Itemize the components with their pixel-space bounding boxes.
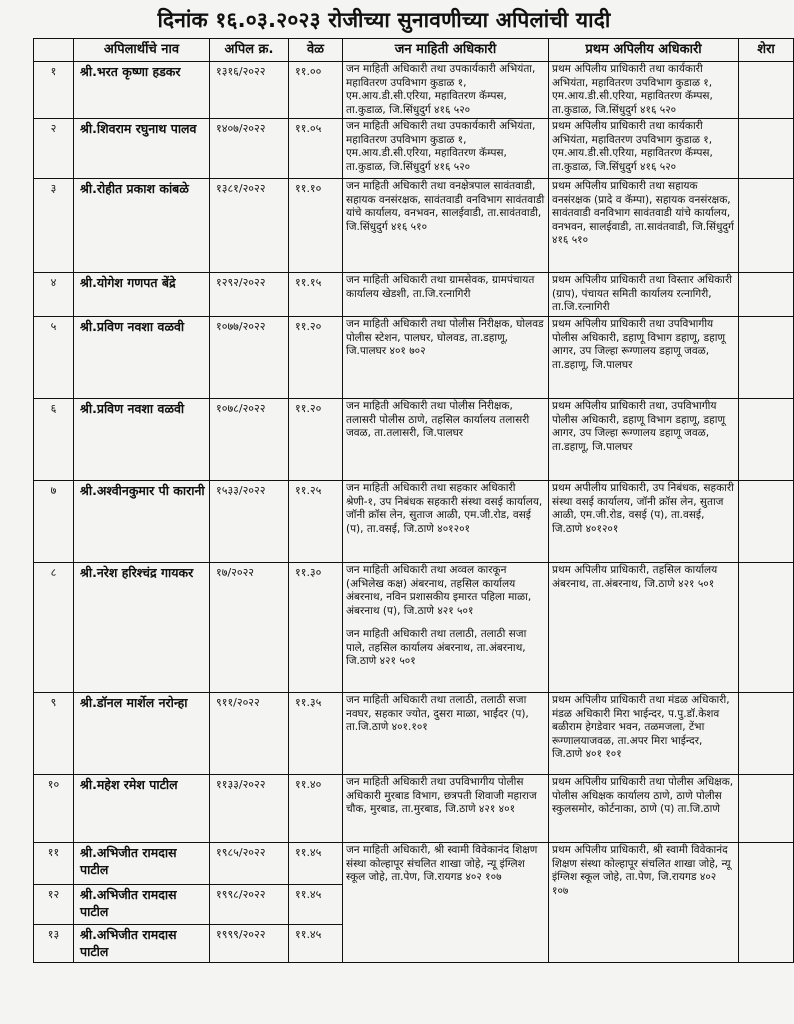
row-pio-primary: जन माहिती अधिकारी तथा अव्वल कारकून (अभिलेख कक्ष) अंबरनाथ, तहसिल कार्यालय अंबरनाथ, नविन प्रशासकीय इमारत पहिला माळा, अंबरनाथ (प), जि.ठाणे ४२१ ५०१ bbox=[346, 564, 532, 617]
row-remark bbox=[739, 317, 794, 399]
row-sr: ६ bbox=[34, 399, 74, 481]
row-appeal-no: १०७८/२०२२ bbox=[210, 399, 289, 481]
row-time: ११.२५ bbox=[289, 481, 343, 563]
table-row bbox=[34, 775, 794, 843]
table-row bbox=[34, 399, 794, 481]
row-pio: जन माहिती अधिकारी तथा उपकार्यकारी अभियंता, महावितरण उपविभाग कुडाळ १, एम.आय.डी.सी.एरिया, महावितरण कॅम्पस, ता.कुडाळ, जि.सिंधुदुर्ग ४१६ ५२० bbox=[343, 62, 549, 119]
row-name: श्री.अभिजीत रामदास पाटील bbox=[74, 843, 210, 885]
table-row bbox=[34, 693, 794, 775]
row-faa: प्रथम अपिलीय प्राधिकारी तथा कार्यकारी अभियंता, महावितरण उपविभाग कुडाळ १, एम.आय.डी.सी.एरिया, महावितरण कॅम्पस, ता.कुडाळ, जि.सिंधुदुर्ग ४१६ ५२० bbox=[549, 119, 739, 179]
row-sr: ७ bbox=[34, 481, 74, 563]
row-appeal-no: १९९८/२०२२ bbox=[210, 885, 289, 925]
row-remark bbox=[739, 481, 794, 563]
row-sr: १३ bbox=[34, 925, 74, 963]
row-sr: २ bbox=[34, 119, 74, 179]
row-pio-secondary: जन माहिती अधिकारी तथा तलाठी, तलाठी सजा पाले, तहसिल कार्यालय अंबरनाथ, ता.अंबरनाथ, जि.ठाणे ४२१ ५०१ bbox=[346, 628, 527, 667]
row-sr: ५ bbox=[34, 317, 74, 399]
row-pio: जन माहिती अधिकारी तथा तलाठी, तलाठी सजा नवघर, सहकार ज्योत, दुसरा माळा, भाईंदर (प), ता.जि.ठाणे ४०१.१०१ bbox=[343, 693, 549, 775]
row-pio: जन माहिती अधिकारी तथा पोलीस निरीक्षक, तलासरी पोलीस ठाणे, तहसिल कार्यालय तलासरी जवळ, ता.तलासरी, जि.पालघर bbox=[343, 399, 549, 481]
row-time: ११.४० bbox=[289, 775, 343, 843]
row-appeal-no: १२९२/२०२२ bbox=[210, 273, 289, 317]
row-remark bbox=[739, 693, 794, 775]
row-faa: प्रथम अपिलीय प्राधिकारी, श्री स्वामी विवेकानंद शिक्षण संस्था कोल्हापूर संचलित शाखा जोहे, न्यू इंग्लिश स्कूल जोहे, ता.पेण, जि.रायगड ४०२ १०७ bbox=[549, 843, 739, 963]
row-time: ११.१० bbox=[289, 179, 343, 273]
row-faa: प्रथम अपिलीय प्राधिकारी तथा, उपविभागीय पोलीस अधिकारी, डहाणू विभाग डहाणू, डहाणू आगर, उप जिल्हा रूग्णालय डहाणू जवळ, ता.डहाणू, जि.पालघर bbox=[549, 399, 739, 481]
row-appeal-no: १७/२०२२ bbox=[210, 563, 289, 693]
row-sr: १ bbox=[34, 62, 74, 119]
row-appeal-no: १३८१/२०२२ bbox=[210, 179, 289, 273]
row-name: श्री.अभिजीत रामदास पाटील bbox=[74, 925, 210, 963]
row-faa: प्रथम अपीलीय प्राधिकारी, उप निबंधक, सहकारी संस्था वसई कार्यालय, जॉनी क्रॉस लेन, सुताज आळी, एम.जी.रोड, वसई (प), ता.वसई, जि.ठाणे ४०१२०१ bbox=[549, 481, 739, 563]
row-faa: प्रथम अपिलीय प्राधिकारी तथा मंडळ अधिकारी, मंडळ अधिकारी मिरा भाईन्दर, प.पु.डॉ.केशव बळीराम हेगडेवार भवन, तळमजला, टेंभा रूग्णालयाजवळ, ता.अपर मिरा भाईन्दर, जि.ठाणे ४०१ १०१ bbox=[549, 693, 739, 775]
row-appeal-no: १३१६/२०२२ bbox=[210, 62, 289, 119]
row-time: ११.०० bbox=[289, 62, 343, 119]
row-faa: प्रथम अपिलीय प्राधिकारी तथा पोलीस अधिक्षक, पोलीस अधिक्षक कार्यालय ठाणे, ठाणे पोलीस स्कुलसमोर, कोर्टनाका, ठाणे (प) ता.जि.ठाणे bbox=[549, 775, 739, 843]
header-remark: शेरा bbox=[739, 39, 794, 62]
row-time: ११.३५ bbox=[289, 693, 343, 775]
row-pio: जन माहिती अधिकारी तथा उपविभागीय पोलीस अधिकारी मुरबाड विभाग, छत्रपती शिवाजी महाराज चौक, मुरबाड, ता.मुरबाड, जि.ठाणे ४२१ ४०१ bbox=[343, 775, 549, 843]
row-pio: जन माहिती अधिकारी, श्री स्वामी विवेकानंद शिक्षण संस्था कोल्हापूर संचलित शाखा जोहे, न्यू इंग्लिश स्कूल जोहे, ता.पेण, जि.रायगड ४०२ १०७ bbox=[343, 843, 549, 963]
row-pio: जन माहिती अधिकारी तथा सहकार अधिकारी श्रेणी-१, उप निबंधक सहकारी संस्था वसई कार्यालय, जॉनी क्रॉस लेन, सुताज आळी, एम.जी.रोड, वसई (प), ता.वसई, जि.ठाणे ४०१२०१ bbox=[343, 481, 549, 563]
table-row bbox=[34, 62, 794, 119]
row-appeal-no: १०७७/२०२२ bbox=[210, 317, 289, 399]
row-sr: १२ bbox=[34, 885, 74, 925]
row-pio bbox=[343, 563, 549, 693]
row-pio: जन माहिती अधिकारी तथा पोलीस निरीक्षक, घोलवड पोलीस स्टेशन, पालघर, घोलवड, ता.डहाणू, जि.पालघर ४०१ ७०२ bbox=[343, 317, 549, 399]
row-name: श्री.डॉनल मार्शेल नरोन्हा bbox=[74, 693, 210, 775]
row-faa: प्रथम अपिलीय प्राधिकारी तथा सहायक वनसंरक्षक (प्रादे व कॅम्पा), सहायक वनसंरक्षक, सावंतवाडी वनविभाग सावंतवाडी यांचे कार्यालय, वनभवन, सालईवाडी, ता.सावंतवाडी, जि.सिंधुदुर्ग ४१६ ५१० bbox=[549, 179, 739, 273]
row-time: ११.४५ bbox=[289, 885, 343, 925]
table-row bbox=[34, 317, 794, 399]
table-header-row bbox=[34, 39, 794, 62]
header-faa: प्रथम अपिलीय अधिकारी bbox=[549, 39, 739, 62]
row-pio: जन माहिती अधिकारी तथा उपकार्यकारी अभियंता, महावितरण उपविभाग कुडाळ १, एम.आय.डी.सी.एरिया, महावितरण कॅम्पस, ता.कुडाळ, जि.सिंधुदुर्ग ४१६ ५२० bbox=[343, 119, 549, 179]
row-remark bbox=[739, 179, 794, 273]
row-time: ११.२० bbox=[289, 317, 343, 399]
appeals-table bbox=[33, 38, 794, 963]
row-faa: प्रथम अपिलीय प्राधिकारी तथा कार्यकारी अभियंता, महावितरण उपविभाग कुडाळ १, एम.आय.डी.सी.एरिया, महावितरण कॅम्पस, ता.कुडाळ, जि.सिंधुदुर्ग ४१६ ५२० bbox=[549, 62, 739, 119]
row-appeal-no: १४०७/२०२२ bbox=[210, 119, 289, 179]
row-name: श्री.भरत कृष्णा हडकर bbox=[74, 62, 210, 119]
header-sr bbox=[34, 39, 74, 62]
row-remark bbox=[739, 563, 794, 693]
row-name: श्री.नरेश हरिश्चंद्र गायकर bbox=[74, 563, 210, 693]
row-appeal-no: ९११/२०२२ bbox=[210, 693, 289, 775]
row-faa: प्रथम अपिलीय प्राधिकारी, तहसिल कार्यालय अंबरनाथ, ता.अंबरनाथ, जि.ठाणे ४२१ ५०१ bbox=[549, 563, 739, 693]
row-remark bbox=[739, 843, 794, 963]
row-pio: जन माहिती अधिकारी तथा वनक्षेत्रपाल सावंतवाडी, सहायक वनसंरक्षक, सावंतवाडी वनविभाग सावंतवाडी यांचे कार्यालय, वनभवन, सालईवाडी, ता.सावंतवाडी, जि.सिंधुदुर्ग ४१६ ५१० bbox=[343, 179, 549, 273]
row-name: श्री.योगेश गणपत बेंद्रे bbox=[74, 273, 210, 317]
row-sr: ११ bbox=[34, 843, 74, 885]
row-time: ११.४५ bbox=[289, 925, 343, 963]
row-sr: ८ bbox=[34, 563, 74, 693]
row-time: ११.३० bbox=[289, 563, 343, 693]
header-appeal-no: अपिल क्र. bbox=[210, 39, 289, 62]
table-row bbox=[34, 843, 794, 885]
row-time: ११.१५ bbox=[289, 273, 343, 317]
row-sr: ९ bbox=[34, 693, 74, 775]
row-time: ११.०५ bbox=[289, 119, 343, 179]
row-remark bbox=[739, 399, 794, 481]
row-appeal-no: १९९९/२०२२ bbox=[210, 925, 289, 963]
row-name: श्री.रोहीत प्रकाश कांबळे bbox=[74, 179, 210, 273]
row-appeal-no: १५३३/२०२२ bbox=[210, 481, 289, 563]
table-row bbox=[34, 179, 794, 273]
row-appeal-no: १९८५/२०२२ bbox=[210, 843, 289, 885]
header-pio: जन माहिती अधिकारी bbox=[343, 39, 549, 62]
row-remark bbox=[739, 62, 794, 119]
row-appeal-no: ११३३/२०२२ bbox=[210, 775, 289, 843]
row-name: श्री.महेश रमेश पाटील bbox=[74, 775, 210, 843]
row-faa: प्रथम अपिलीय प्राधिकारी तथा विस्तार अधिकारी (ग्राप), पंचायत समिती कार्यालय रत्नागिरी, ता.जि.रत्नागिरी bbox=[549, 273, 739, 317]
row-remark bbox=[739, 119, 794, 179]
row-sr: ४ bbox=[34, 273, 74, 317]
table-row bbox=[34, 119, 794, 179]
row-pio: जन माहिती अधिकारी तथा ग्रामसेवक, ग्रामपंचायत कार्यालय खेडशी, ता.जि.रत्नागिरी bbox=[343, 273, 549, 317]
row-name: श्री.प्रविण नवशा वळवी bbox=[74, 399, 210, 481]
row-name: श्री.अश्वीनकुमार पी कारानी bbox=[74, 481, 210, 563]
row-remark bbox=[739, 775, 794, 843]
row-name: श्री.अभिजीत रामदास पाटील bbox=[74, 885, 210, 925]
header-time: वेळ bbox=[289, 39, 343, 62]
page-title: दिनांक १६.०३.२०२३ रोजीच्या सुनावणीच्या अपिलांची यादी bbox=[157, 8, 611, 32]
row-sr: ३ bbox=[34, 179, 74, 273]
row-name: श्री.प्रविण नवशा वळवी bbox=[74, 317, 210, 399]
table-row bbox=[34, 273, 794, 317]
row-time: ११.४५ bbox=[289, 843, 343, 885]
row-time: ११.२० bbox=[289, 399, 343, 481]
table-row bbox=[34, 481, 794, 563]
table-row bbox=[34, 563, 794, 693]
row-sr: १० bbox=[34, 775, 74, 843]
header-name: अपिलार्थीचे नाव bbox=[74, 39, 210, 62]
row-name: श्री.शिवराम रघुनाथ पालव bbox=[74, 119, 210, 179]
row-remark bbox=[739, 273, 794, 317]
row-faa: प्रथम अपिलीय प्राधिकारी तथा उपविभागीय पोलीस अधिकारी, डहाणू विभाग डहाणू, डहाणू आगर, उप जिल्हा रूग्णालय डहाणू जवळ, ता.डहाणू, जि.पालघर bbox=[549, 317, 739, 399]
